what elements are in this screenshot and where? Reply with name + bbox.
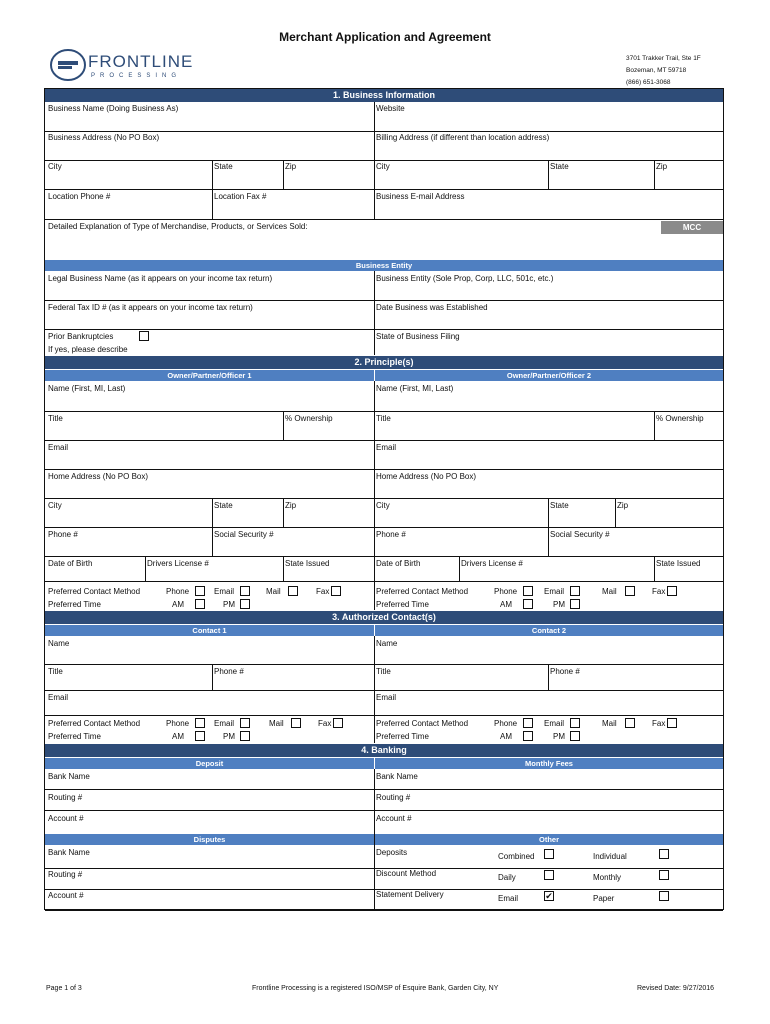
contact1-phone-field[interactable]: Phone # [214,667,244,676]
owner2-state-issued-field[interactable]: State Issued [656,559,701,568]
owner2-mail-checkbox[interactable] [625,586,635,596]
legal-name-field[interactable]: Legal Business Name (as it appears on your income tax return) [48,274,273,283]
paper-option-label: Paper [593,894,615,903]
email-option-label: Email [544,587,565,596]
contact2-pref-time-label: Preferred Time [376,732,429,741]
owner1-am-checkbox[interactable] [195,599,205,609]
combined-checkbox[interactable] [544,849,554,859]
section-principles-header: 2. Principle(s) [45,356,723,369]
owner1-state-issued-field[interactable]: State Issued [285,559,330,568]
am-option-label: AM [172,600,184,609]
deposits-label: Deposits [376,848,408,857]
am-option-label: AM [500,732,512,741]
owner1-ownership-field[interactable]: % Ownership [285,414,333,423]
tax-id-field[interactable]: Federal Tax ID # (as it appears on your income tax return) [48,303,253,312]
email-delivery-checkbox[interactable]: ✔ [545,891,553,901]
explanation-field[interactable]: Detailed Explanation of Type of Merchandise, Products, or Services Sold: [48,222,308,231]
business-name-field[interactable]: Business Name (Doing Business As) [48,104,179,113]
fax-option-label: Fax [652,719,666,728]
contact2-pref-method-label: Preferred Contact Method [376,719,469,728]
am-option-label: AM [172,732,184,741]
owner1-email-checkbox[interactable] [240,586,250,596]
owner1-pm-checkbox[interactable] [240,599,250,609]
owner1-license-field[interactable]: Drivers License # [147,559,209,568]
fax-option-label: Fax [318,719,332,728]
contact1-pref-time-label: Preferred Time [48,732,101,741]
contact1-name-field[interactable]: Name [48,639,70,648]
individual-option-label: Individual [593,852,627,861]
contact2-fax-checkbox[interactable] [667,718,677,728]
fees-bank-name-field[interactable]: Bank Name [376,772,418,781]
fees-account-field[interactable]: Account # [376,814,412,823]
owner2-email-field[interactable]: Email [376,443,397,452]
paper-checkbox[interactable] [659,891,669,901]
bankruptcies-label: Prior Bankruptcies [48,332,114,341]
contact1-pref-method-label: Preferred Contact Method [48,719,141,728]
contact1-fax-checkbox[interactable] [333,718,343,728]
phone-option-label: Phone [494,587,518,596]
email-option-label: Email [214,587,235,596]
owner2-dob-field[interactable]: Date of Birth [376,559,421,568]
owner1-dob-field[interactable]: Date of Birth [48,559,93,568]
daily-checkbox[interactable] [544,870,554,880]
owner1-name-field[interactable]: Name (First, MI, Last) [48,384,126,393]
application-form [44,88,724,910]
contact2-email-field[interactable]: Email [376,693,397,702]
owner2-fax-checkbox[interactable] [667,586,677,596]
page-number: Page 1 of 3 [46,985,82,992]
contact2-name-field[interactable]: Name [376,639,398,648]
bankruptcies-checkbox[interactable] [139,331,149,341]
zip-field[interactable]: Zip [285,162,297,171]
owner1-title-field[interactable]: Title [48,414,63,423]
contact1-email-field[interactable]: Email [48,693,69,702]
monthly-fees-header: Monthly Fees [375,758,723,769]
phone-option-label: Phone [166,587,190,596]
date-established-field[interactable]: Date Business was Established [376,303,488,312]
owner1-header: Owner/Partner/Officer 1 [45,370,374,381]
owner2-ssn-field[interactable]: Social Security # [550,530,610,539]
svg-text:PROCESSING: PROCESSING [91,73,182,79]
owner2-email-checkbox[interactable] [570,586,580,596]
address-line: 3701 Trakker Trail, Ste 1F [626,55,701,62]
email-option-label: Email [544,719,565,728]
business-entity-header: Business Entity [45,260,723,271]
contact2-am-checkbox[interactable] [523,731,533,741]
business-address-field[interactable]: Business Address (No PO Box) [48,133,160,142]
owner2-city-field[interactable]: City [376,501,390,510]
email-option-label: Email [214,719,235,728]
contact2-pm-checkbox[interactable] [570,731,580,741]
owner2-pm-checkbox[interactable] [570,599,580,609]
mcc-label: MCC [661,221,723,234]
contact1-phone-checkbox[interactable] [195,718,205,728]
disputes-account-field[interactable]: Account # [48,891,84,900]
contact1-email-checkbox[interactable] [240,718,250,728]
owner1-mail-checkbox[interactable] [288,586,298,596]
owner2-name-field[interactable]: Name (First, MI, Last) [376,384,454,393]
owner1-state-field[interactable]: State [214,501,233,510]
section-contacts-header: 3. Authorized Contact(s) [45,611,723,624]
mail-option-label: Mail [602,587,617,596]
billing-city-field[interactable]: City [376,162,390,171]
contact2-email-checkbox[interactable] [570,718,580,728]
daily-option-label: Daily [498,873,516,882]
owner1-pref-method-label: Preferred Contact Method [48,587,141,596]
svg-text:FRONTLINE: FRONTLINE [88,52,194,71]
disputes-routing-field[interactable]: Routing # [48,870,83,879]
owner2-state-field[interactable]: State [550,501,569,510]
owner1-city-field[interactable]: City [48,501,62,510]
state-filing-field[interactable]: State of Business Filing [376,332,460,341]
am-option-label: AM [500,600,512,609]
owner2-am-checkbox[interactable] [523,599,533,609]
owner1-pref-time-label: Preferred Time [48,600,101,609]
contact2-header: Contact 2 [375,625,723,636]
discount-method-label: Discount Method [376,869,437,878]
phone-option-label: Phone [494,719,518,728]
revised-date: Revised Date: 9/27/2016 [637,985,715,992]
location-fax-field[interactable]: Location Fax # [214,192,267,201]
city-field[interactable]: City [48,162,62,171]
contact1-title-field[interactable]: Title [48,667,63,676]
contact1-header: Contact 1 [45,625,374,636]
website-field[interactable]: Website [376,104,405,113]
deposit-header: Deposit [45,758,374,769]
billing-zip-field[interactable]: Zip [656,162,668,171]
contact2-title-field[interactable]: Title [376,667,391,676]
owner2-pref-method-label: Preferred Contact Method [376,587,469,596]
pm-option-label: PM [223,732,235,741]
owner2-ownership-field[interactable]: % Ownership [656,414,704,423]
address-line: (866) 651-3068 [626,79,671,86]
email-delivery-option-label: Email [498,894,519,903]
pm-option-label: PM [553,732,565,741]
owner2-zip-field[interactable]: Zip [617,501,629,510]
owner1-email-field[interactable]: Email [48,443,69,452]
individual-checkbox[interactable] [659,849,669,859]
other-header: Other [375,834,723,845]
monthly-checkbox[interactable] [659,870,669,880]
business-entity-field[interactable]: Business Entity (Sole Prop, Corp, LLC, 501c, etc.) [376,274,554,283]
contact2-phone-checkbox[interactable] [523,718,533,728]
section-business-info-header: 1. Business Information [45,89,723,102]
contact1-pm-checkbox[interactable] [240,731,250,741]
owner1-fax-checkbox[interactable] [331,586,341,596]
owner1-zip-field[interactable]: Zip [285,501,297,510]
fees-routing-field[interactable]: Routing # [376,793,411,802]
company-address [626,53,701,89]
statement-delivery-label: Statement Delivery [376,890,444,899]
address-line: Bozeman, MT 59718 [626,67,687,74]
if-yes-describe-field[interactable]: If yes, please describe [48,345,128,354]
disputes-header: Disputes [45,834,374,845]
contact1-mail-checkbox[interactable] [291,718,301,728]
mail-option-label: Mail [602,719,617,728]
owner1-ssn-field[interactable]: Social Security # [214,530,274,539]
phone-option-label: Phone [166,719,190,728]
combined-option-label: Combined [498,852,535,861]
contact1-am-checkbox[interactable] [195,731,205,741]
owner2-title-field[interactable]: Title [376,414,391,423]
billing-address-field[interactable]: Billing Address (if different than location address) [376,133,550,142]
frontline-logo [48,48,208,82]
pm-option-label: PM [223,600,235,609]
deposit-routing-field[interactable]: Routing # [48,793,83,802]
owner2-header: Owner/Partner/Officer 2 [375,370,723,381]
fax-option-label: Fax [316,587,330,596]
deposit-bank-name-field[interactable]: Bank Name [48,772,90,781]
location-phone-field[interactable]: Location Phone # [48,192,111,201]
owner2-pref-time-label: Preferred Time [376,600,429,609]
business-email-field[interactable]: Business E-mail Address [376,192,465,201]
owner2-phone-field[interactable]: Phone # [376,530,406,539]
owner2-license-field[interactable]: Drivers License # [461,559,523,568]
owner2-phone-checkbox[interactable] [523,586,533,596]
mail-option-label: Mail [266,587,281,596]
contact2-mail-checkbox[interactable] [625,718,635,728]
owner2-home-address-field[interactable]: Home Address (No PO Box) [376,472,477,481]
contact2-phone-field[interactable]: Phone # [550,667,580,676]
monthly-option-label: Monthly [593,873,622,882]
mail-option-label: Mail [269,719,284,728]
section-banking-header: 4. Banking [45,744,723,757]
state-field[interactable]: State [214,162,233,171]
billing-state-field[interactable]: State [550,162,569,171]
fax-option-label: Fax [652,587,666,596]
deposit-account-field[interactable]: Account # [48,814,84,823]
page-title: Merchant Application and Agreement [279,30,491,44]
owner1-home-address-field[interactable]: Home Address (No PO Box) [48,472,149,481]
owner1-phone-field[interactable]: Phone # [48,530,78,539]
footer-note: Frontline Processing is a registered ISO/MSP of Esquire Bank, Garden City, NY [252,985,499,992]
disputes-bank-name-field[interactable]: Bank Name [48,848,90,857]
pm-option-label: PM [553,600,565,609]
owner1-phone-checkbox[interactable] [195,586,205,596]
